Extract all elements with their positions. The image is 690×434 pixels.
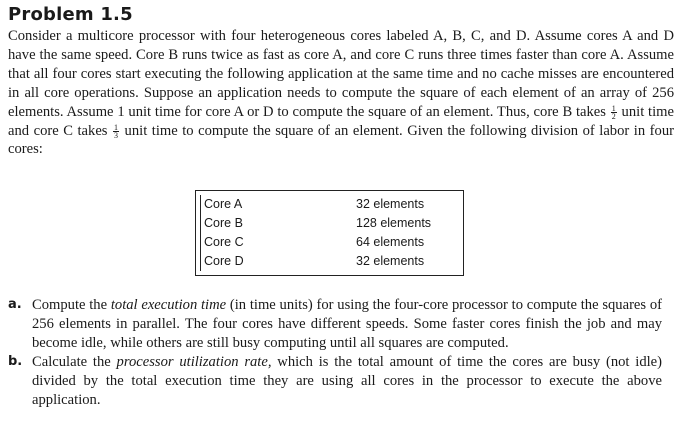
question-text: Compute the bbox=[32, 297, 108, 313]
question-list bbox=[8, 296, 662, 409]
question-label: b. bbox=[8, 353, 23, 369]
core-elements: 32 elements bbox=[356, 254, 425, 268]
fraction-numerator: 1 bbox=[114, 122, 119, 132]
question-emphasis: processor utilization rate, bbox=[116, 353, 272, 370]
fraction-one-half bbox=[611, 105, 617, 120]
question-a bbox=[8, 296, 662, 353]
intro-text-part2: unit time and core C takes bbox=[8, 103, 674, 139]
question-b bbox=[8, 353, 662, 410]
fraction-numerator: 1 bbox=[611, 103, 616, 113]
core-name: Core A bbox=[204, 197, 243, 211]
question-text: Calculate the bbox=[32, 353, 111, 370]
problem-statement bbox=[8, 27, 674, 159]
intro-text-part3: unit time to compute the square of an element. Given the following division of labor in four cores: bbox=[8, 122, 674, 158]
intro-text-part1: Consider a multicore processor with four heterogeneous cores labeled A, B, C, and D. Assume cores A and D have the same speed. Core B runs twice as fast as core A, and core C runs three times faster than core A. Assume that all four cores start executing the following application at the same time and no cache misses are encountered in all core operations. Suppose an application needs to compute the square of each element of an array of 256 elements. Assume 1 unit time for core A or D to compute the square of an element. Thus, core B takes bbox=[8, 28, 674, 120]
core-elements: 64 elements bbox=[356, 235, 425, 249]
fraction-one-third bbox=[113, 124, 119, 139]
fraction-denominator: 3 bbox=[114, 130, 119, 140]
labor-division-table bbox=[195, 190, 464, 276]
table-row bbox=[204, 233, 463, 252]
table-row bbox=[204, 195, 463, 214]
problem-title: Problem 1.5 bbox=[8, 4, 133, 25]
question-label: a. bbox=[8, 297, 22, 312]
table-row bbox=[204, 214, 463, 233]
table-left-rule bbox=[200, 195, 201, 271]
table-row bbox=[204, 252, 463, 271]
question-text: which is the total amount of time the cores are busy (not idle) divided by the total execution time they are using all cores in the processor to execute the above application. bbox=[32, 353, 663, 408]
core-name: Core D bbox=[204, 254, 244, 268]
question-text: (in time units) for using the four-core processor to compute the squares of 256 elements in parallel. The four cores have different speeds. Some faster cores finish the job and may become idle, while others are still busy computing until all squares are computed. bbox=[32, 297, 662, 351]
fraction-denominator: 2 bbox=[611, 111, 616, 121]
core-elements: 32 elements bbox=[356, 197, 425, 211]
core-name: Core B bbox=[204, 216, 243, 230]
core-name: Core C bbox=[204, 235, 244, 249]
question-emphasis: total execution time bbox=[110, 297, 227, 313]
core-elements: 128 elements bbox=[356, 216, 432, 230]
